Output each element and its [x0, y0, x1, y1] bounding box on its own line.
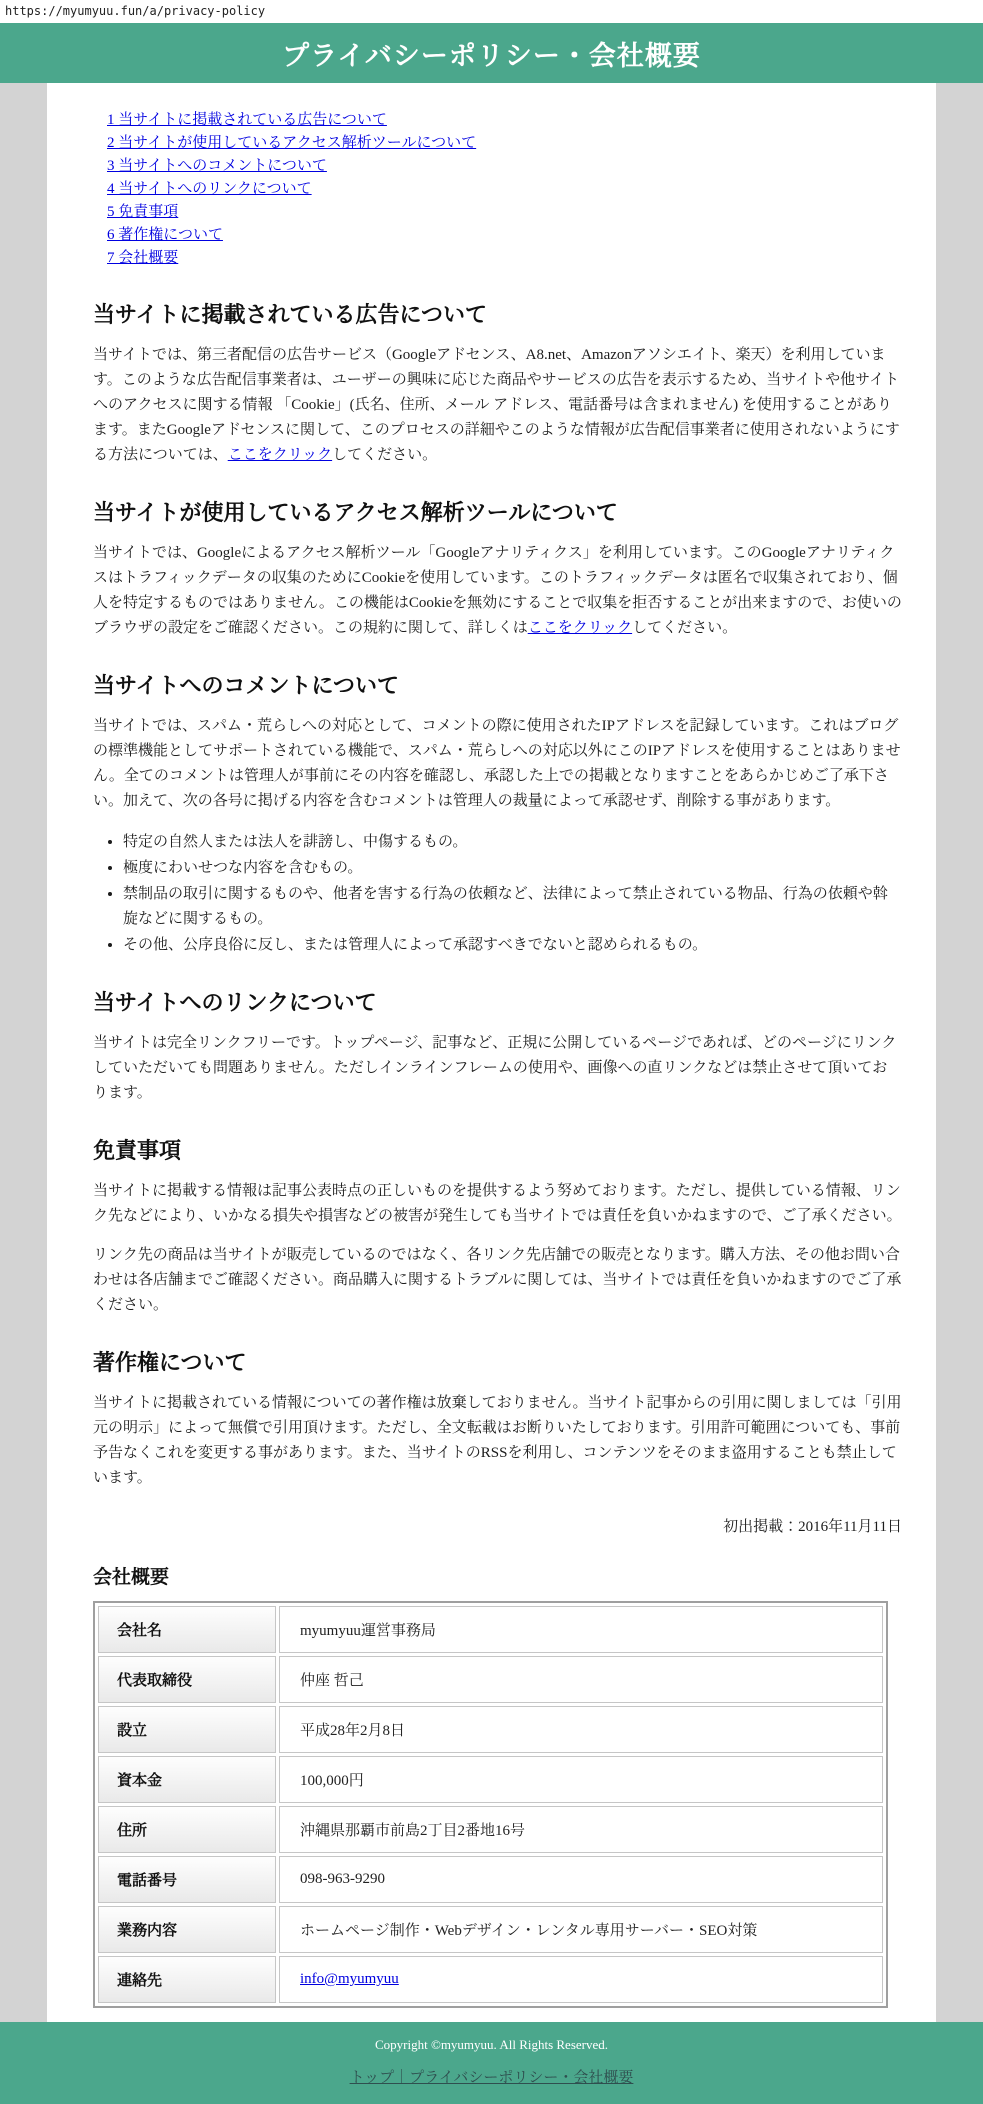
toc-link-company[interactable]: 7 会社概要 [107, 250, 179, 266]
row-value: 100,000円 [279, 1756, 883, 1803]
section-links-paragraph: 当サイトは完全リンクフリーです。トップページ、記事など、正規に公開しているページであれば、どのページにリンクしていただいても問題ありません。ただしインラインフレームの使用や、画像への直リンクなどは禁止させて頂いております。 [93, 1035, 897, 1101]
table-row [98, 1856, 883, 1903]
section-links-heading: 当サイトへのリンクについて [93, 990, 377, 1015]
table-of-contents [107, 109, 902, 270]
row-value: 098-963-9290 [279, 1856, 883, 1903]
section-disclaimer [93, 1134, 902, 1318]
section-ads [93, 298, 902, 468]
site-header [0, 23, 983, 83]
site-footer [0, 2022, 983, 2104]
row-label: 会社名 [98, 1606, 276, 1653]
section-analytics-text-before: 当サイトでは、Googleによるアクセス解析ツール「Googleアナリティクス」を利用しています。このGoogleアナリティクスはトラフィックデータの収集のためにCookieを使用しています。このトラフィックデータは匿名で収集されており、個人を特定するものではありません。この機能はCookieを無効にすることで収集を拒否することが出来ますので、お使いのブラウザの設定をご確認ください。この規約に関して、詳しくは [93, 545, 902, 636]
table-row [98, 1906, 883, 1953]
section-ads-text-before: 当サイトでは、第三者配信の広告サービス（Googleアドセンス、A8.net、Amazonアソシエイト、楽天）を利用しています。このような広告配信事業者は、ユーザーの興味に応じた商品やサービスの広告を表示するため、当サイトや他サイトへのアクセスに関する情報 「Cookie」(氏名、住所、メール アドレス、電話番号は含まれません) を使用することがあります。またGoogleアドセンスに関して、このプロセスの詳細やこのような情報が広告配信事業者に使用されないようにする方法については、 [93, 347, 900, 463]
list-item: • 特定の自然人または法人を誹謗し、中傷するもの。 [123, 830, 902, 855]
copyright-notice: Copyright ©myumyuu. All Rights Reserved. [374, 2037, 609, 2052]
section-analytics-heading: 当サイトが使用しているアクセス解析ツールについて [93, 500, 618, 525]
list-item: • 禁制品の取引に関するものや、他者を害する行為の依頼など、法律によって禁止されている物品、行為の依頼や斡旋などに関するもの。 [123, 882, 902, 932]
table-row [98, 1806, 883, 1853]
analytics-click-here-link[interactable]: ここをクリック [527, 620, 633, 636]
row-label: 設立 [98, 1706, 276, 1753]
table-row [98, 1706, 883, 1753]
section-analytics-paragraph [93, 541, 902, 641]
section-disclaimer-paragraph-2: リンク先の商品は当サイトが販売しているのではなく、各リンク先店舗での販売となります。購入方法、その他お問い合わせは各店舗までご確認ください。商品購入に関するトラブルに関しては、当サイトでは責任を負いかねますのでご了承ください。 [93, 1247, 902, 1313]
row-label: 電話番号 [98, 1856, 276, 1903]
company-info-table [93, 1601, 888, 2008]
section-copyright [93, 1346, 902, 1536]
row-label: 代表取締役 [98, 1656, 276, 1703]
page-title: プライバシーポリシー・会社概要 [282, 40, 701, 71]
row-value: 平成28年2月8日 [279, 1706, 883, 1753]
toc-link-disclaimer[interactable]: 5 免責事項 [107, 204, 179, 220]
section-comments [93, 669, 902, 958]
toc-link-ads[interactable]: 1 当サイトに掲載されている広告について [107, 112, 387, 128]
section-copyright-paragraph: 当サイトに掲載されている情報についての著作権は放棄しておりません。当サイト記事からの引用に関しましては「引用元の明示」によって無償で引用頂けます。ただし、全文転載はお断りいたしております。引用許可範囲についても、事前予告なくこれを変更する事があります。また、当サイトのRSSを利用し、コンテンツをそのまま盗用することも禁止しています。 [93, 1395, 902, 1486]
first-published-date: 初出掲載：2016年11月11日 [723, 1519, 902, 1535]
section-ads-paragraph [93, 343, 902, 468]
table-row [98, 1606, 883, 1653]
toc-link-comments[interactable]: 3 当サイトへのコメントについて [107, 158, 327, 174]
row-label: 資本金 [98, 1756, 276, 1803]
main-content [47, 83, 936, 2022]
row-value [279, 1956, 883, 2003]
table-row [98, 1656, 883, 1703]
row-label: 住所 [98, 1806, 276, 1853]
section-links [93, 986, 902, 1106]
toc-link-links[interactable]: 4 当サイトへのリンクについて [107, 181, 312, 197]
row-label: 連絡先 [98, 1956, 276, 2003]
row-value: 沖縄県那覇市前島2丁目2番地16号 [279, 1806, 883, 1853]
section-comments-heading: 当サイトへのコメントについて [93, 673, 400, 698]
toc-link-copyright[interactable]: 6 著作権について [107, 227, 223, 243]
toc-link-analytics[interactable]: 2 当サイトが使用しているアクセス解析ツールについて [107, 135, 477, 151]
ads-click-here-link[interactable]: ここをクリック [227, 447, 333, 463]
section-ads-heading: 当サイトに掲載されている広告について [93, 302, 488, 327]
section-disclaimer-heading: 免責事項 [93, 1138, 182, 1163]
footer-nav [0, 2066, 983, 2087]
list-item: • 極度にわいせつな内容を含むもの。 [123, 856, 902, 881]
row-value: myumyuu運営事務局 [279, 1606, 883, 1653]
browser-url[interactable]: https://myumyuu.fun/a/privacy-policy [0, 0, 983, 23]
footer-top-privacy-link[interactable]: トップ｜プライバシーポリシー・会社概要 [349, 2070, 634, 2086]
section-copyright-heading: 著作権について [93, 1350, 247, 1375]
section-analytics [93, 496, 902, 641]
row-value: 仲座 哲己 [279, 1656, 883, 1703]
section-ads-text-after: してください。 [332, 447, 438, 463]
section-company [93, 1562, 902, 2008]
section-analytics-text-after: してください。 [632, 620, 738, 636]
table-row [98, 1756, 883, 1803]
section-comments-paragraph: 当サイトでは、スパム・荒らしへの対応として、コメントの際に使用されたIPアドレスを記録しています。これはブログの標準機能としてサポートされている機能で、スパム・荒らしへの対応以外にこのIPアドレスを使用することはありません。全てのコメントは管理人が事前にその内容を確認し、承認した上での掲載となりますことをあらかじめご了承下さい。加えて、次の各号に掲げる内容を含むコメントは管理人の裁量によって承認せず、削除する事があります。 [93, 718, 901, 809]
row-value: ホームページ制作・Webデザイン・レンタル専用サーバー・SEO対策 [279, 1906, 883, 1953]
company-overview-heading: 会社概要 [93, 1567, 170, 1588]
row-label: 業務内容 [98, 1906, 276, 1953]
contact-email-link[interactable]: info@myumyuu [300, 1971, 399, 1987]
list-item: • その他、公序良俗に反し、または管理人によって承認すべきでないと認められるもの。 [123, 933, 902, 958]
section-disclaimer-paragraph-1: 当サイトに掲載する情報は記事公表時点の正しいものを提供するよう努めております。ただし、提供している情報、リンク先などにより、いかなる損失や損害などの被害が発生しても当サイトでは責任を負いかねますので、ご了承ください。 [93, 1183, 902, 1224]
table-row [98, 1956, 883, 2003]
comment-rules-list [93, 830, 902, 958]
